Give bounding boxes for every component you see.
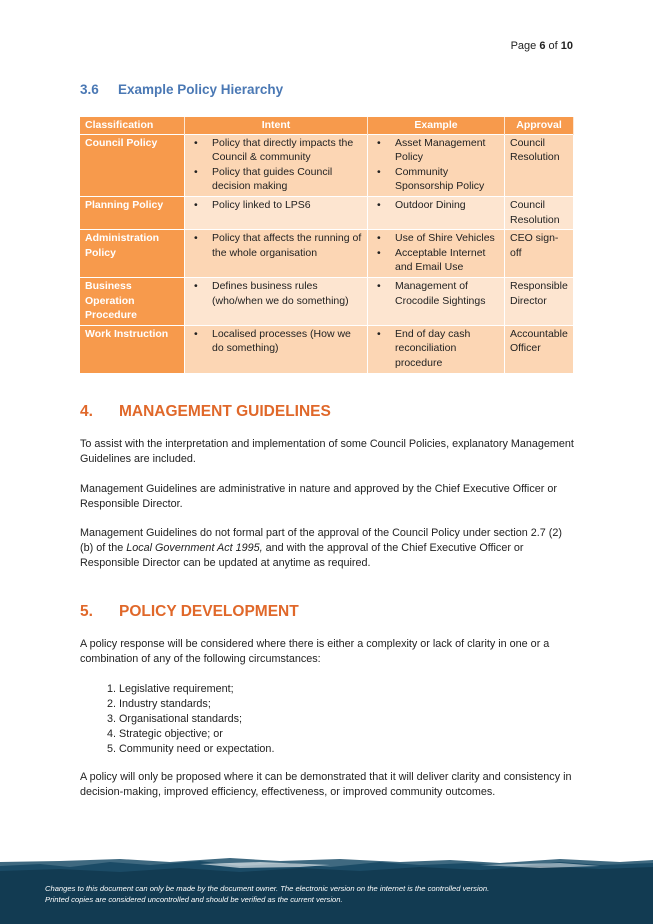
example-item: • Asset Management Policy [395, 136, 499, 165]
page-number: Page 6 of 10 [510, 40, 573, 52]
paragraph-text: and with the approval of the Chief Executive Officer or Responsible Director can be updated at anytime as required. [80, 542, 524, 569]
section-number: 4. [80, 403, 93, 420]
example-item: • Acceptable Internet and Email Use [395, 246, 499, 275]
circumstances-list [80, 682, 274, 757]
table-row [80, 196, 574, 229]
header-example: Example [368, 117, 505, 134]
intent-item: • Policy that guides Council decision making [212, 165, 362, 194]
row-intent [185, 277, 368, 325]
intent-item: • Policy linked to LPS6 [212, 198, 362, 213]
row-example [368, 325, 505, 372]
table-row [80, 325, 574, 372]
table-header-row [80, 117, 574, 134]
section-number: 5. [80, 603, 93, 620]
section-4-paragraph-1: To assist with the interpretation and implementation of some Council Policies, explanatory Management Guidelines are included. [80, 438, 574, 465]
row-example [368, 230, 505, 278]
example-item: • Community Sponsorship Policy [395, 165, 499, 194]
footer-disclaimer [45, 883, 489, 905]
section-4-heading [80, 403, 331, 421]
example-item: • Use of Shire Vehicles [395, 231, 499, 246]
intent-item: • Policy that affects the running of the whole organisation [212, 231, 362, 260]
row-classification: Business Operation Procedure [80, 277, 185, 325]
section-5-heading [80, 603, 299, 621]
list-item: 3. Organisational standards; [119, 712, 274, 727]
row-approval: Accountable Officer [505, 325, 574, 372]
list-item: 1. Legislative requirement; [119, 682, 274, 697]
table-row [80, 230, 574, 278]
row-approval: Council Resolution [505, 196, 574, 229]
intent-item: • Defines business rules (who/when we do something) [212, 279, 362, 308]
footer-line: Changes to this document can only be made by the document owner. The electronic version on the internet is the controlled version. [45, 884, 490, 893]
row-intent [185, 230, 368, 278]
section-number: 3.6 [80, 82, 99, 97]
table-row [80, 277, 574, 325]
row-approval: Council Resolution [505, 134, 574, 196]
paragraph-text: Management Guidelines do not formal part of the approval of the Council Policy under section 2.7 (2)(b) of the [80, 527, 562, 554]
list-item: 2. Industry standards; [119, 697, 274, 712]
row-classification: Administration Policy [80, 230, 185, 278]
row-classification: Council Policy [80, 134, 185, 196]
row-intent [185, 196, 368, 229]
row-intent [185, 134, 368, 196]
section-4-paragraph-2: Management Guidelines are administrative in nature and approved by the Chief Executive Officer or Responsible Director. [80, 483, 557, 510]
row-approval: CEO sign-off [505, 230, 574, 278]
row-example [368, 277, 505, 325]
intent-item: • Localised processes (How we do something) [212, 327, 362, 356]
policy-hierarchy-table [80, 117, 574, 373]
intent-item: • Policy that directly impacts the Council & community [212, 136, 362, 165]
row-classification: Work Instruction [80, 325, 185, 372]
example-item: • End of day cash reconciliation procedure [395, 327, 499, 371]
row-approval: Responsible Director [505, 277, 574, 325]
act-name: Local Government Act 1995, [126, 542, 263, 554]
header-approval: Approval [505, 117, 574, 134]
header-classification: Classification [80, 117, 185, 134]
section-4-paragraph-3 [80, 526, 575, 571]
section-3-6-heading [80, 82, 283, 97]
section-5-intro: A policy response will be considered where there is either a complexity or lack of clarity in one or a combination of any of the following circumstances: [80, 638, 550, 665]
example-item: • Management of Crocodile Sightings [395, 279, 499, 308]
footer-line: Printed copies are considered uncontrolled and should be verified as the current version. [45, 895, 343, 904]
section-title: Example Policy Hierarchy [118, 82, 284, 97]
row-example [368, 196, 505, 229]
example-item: • Outdoor Dining [395, 198, 499, 213]
section-title: MANAGEMENT GUIDELINES [119, 403, 331, 420]
table-row [80, 134, 574, 196]
row-classification: Planning Policy [80, 196, 185, 229]
row-intent [185, 325, 368, 372]
section-5-closing: A policy will only be proposed where it can be demonstrated that it will deliver clarity and consistency in decision-making, improved efficiency, effectiveness, or improved community outcomes. [80, 771, 572, 798]
section-title: POLICY DEVELOPMENT [119, 603, 299, 620]
row-example [368, 134, 505, 196]
list-item: 5. Community need or expectation. [119, 742, 274, 757]
header-intent: Intent [185, 117, 368, 134]
list-item: 4. Strategic objective; or [119, 727, 274, 742]
